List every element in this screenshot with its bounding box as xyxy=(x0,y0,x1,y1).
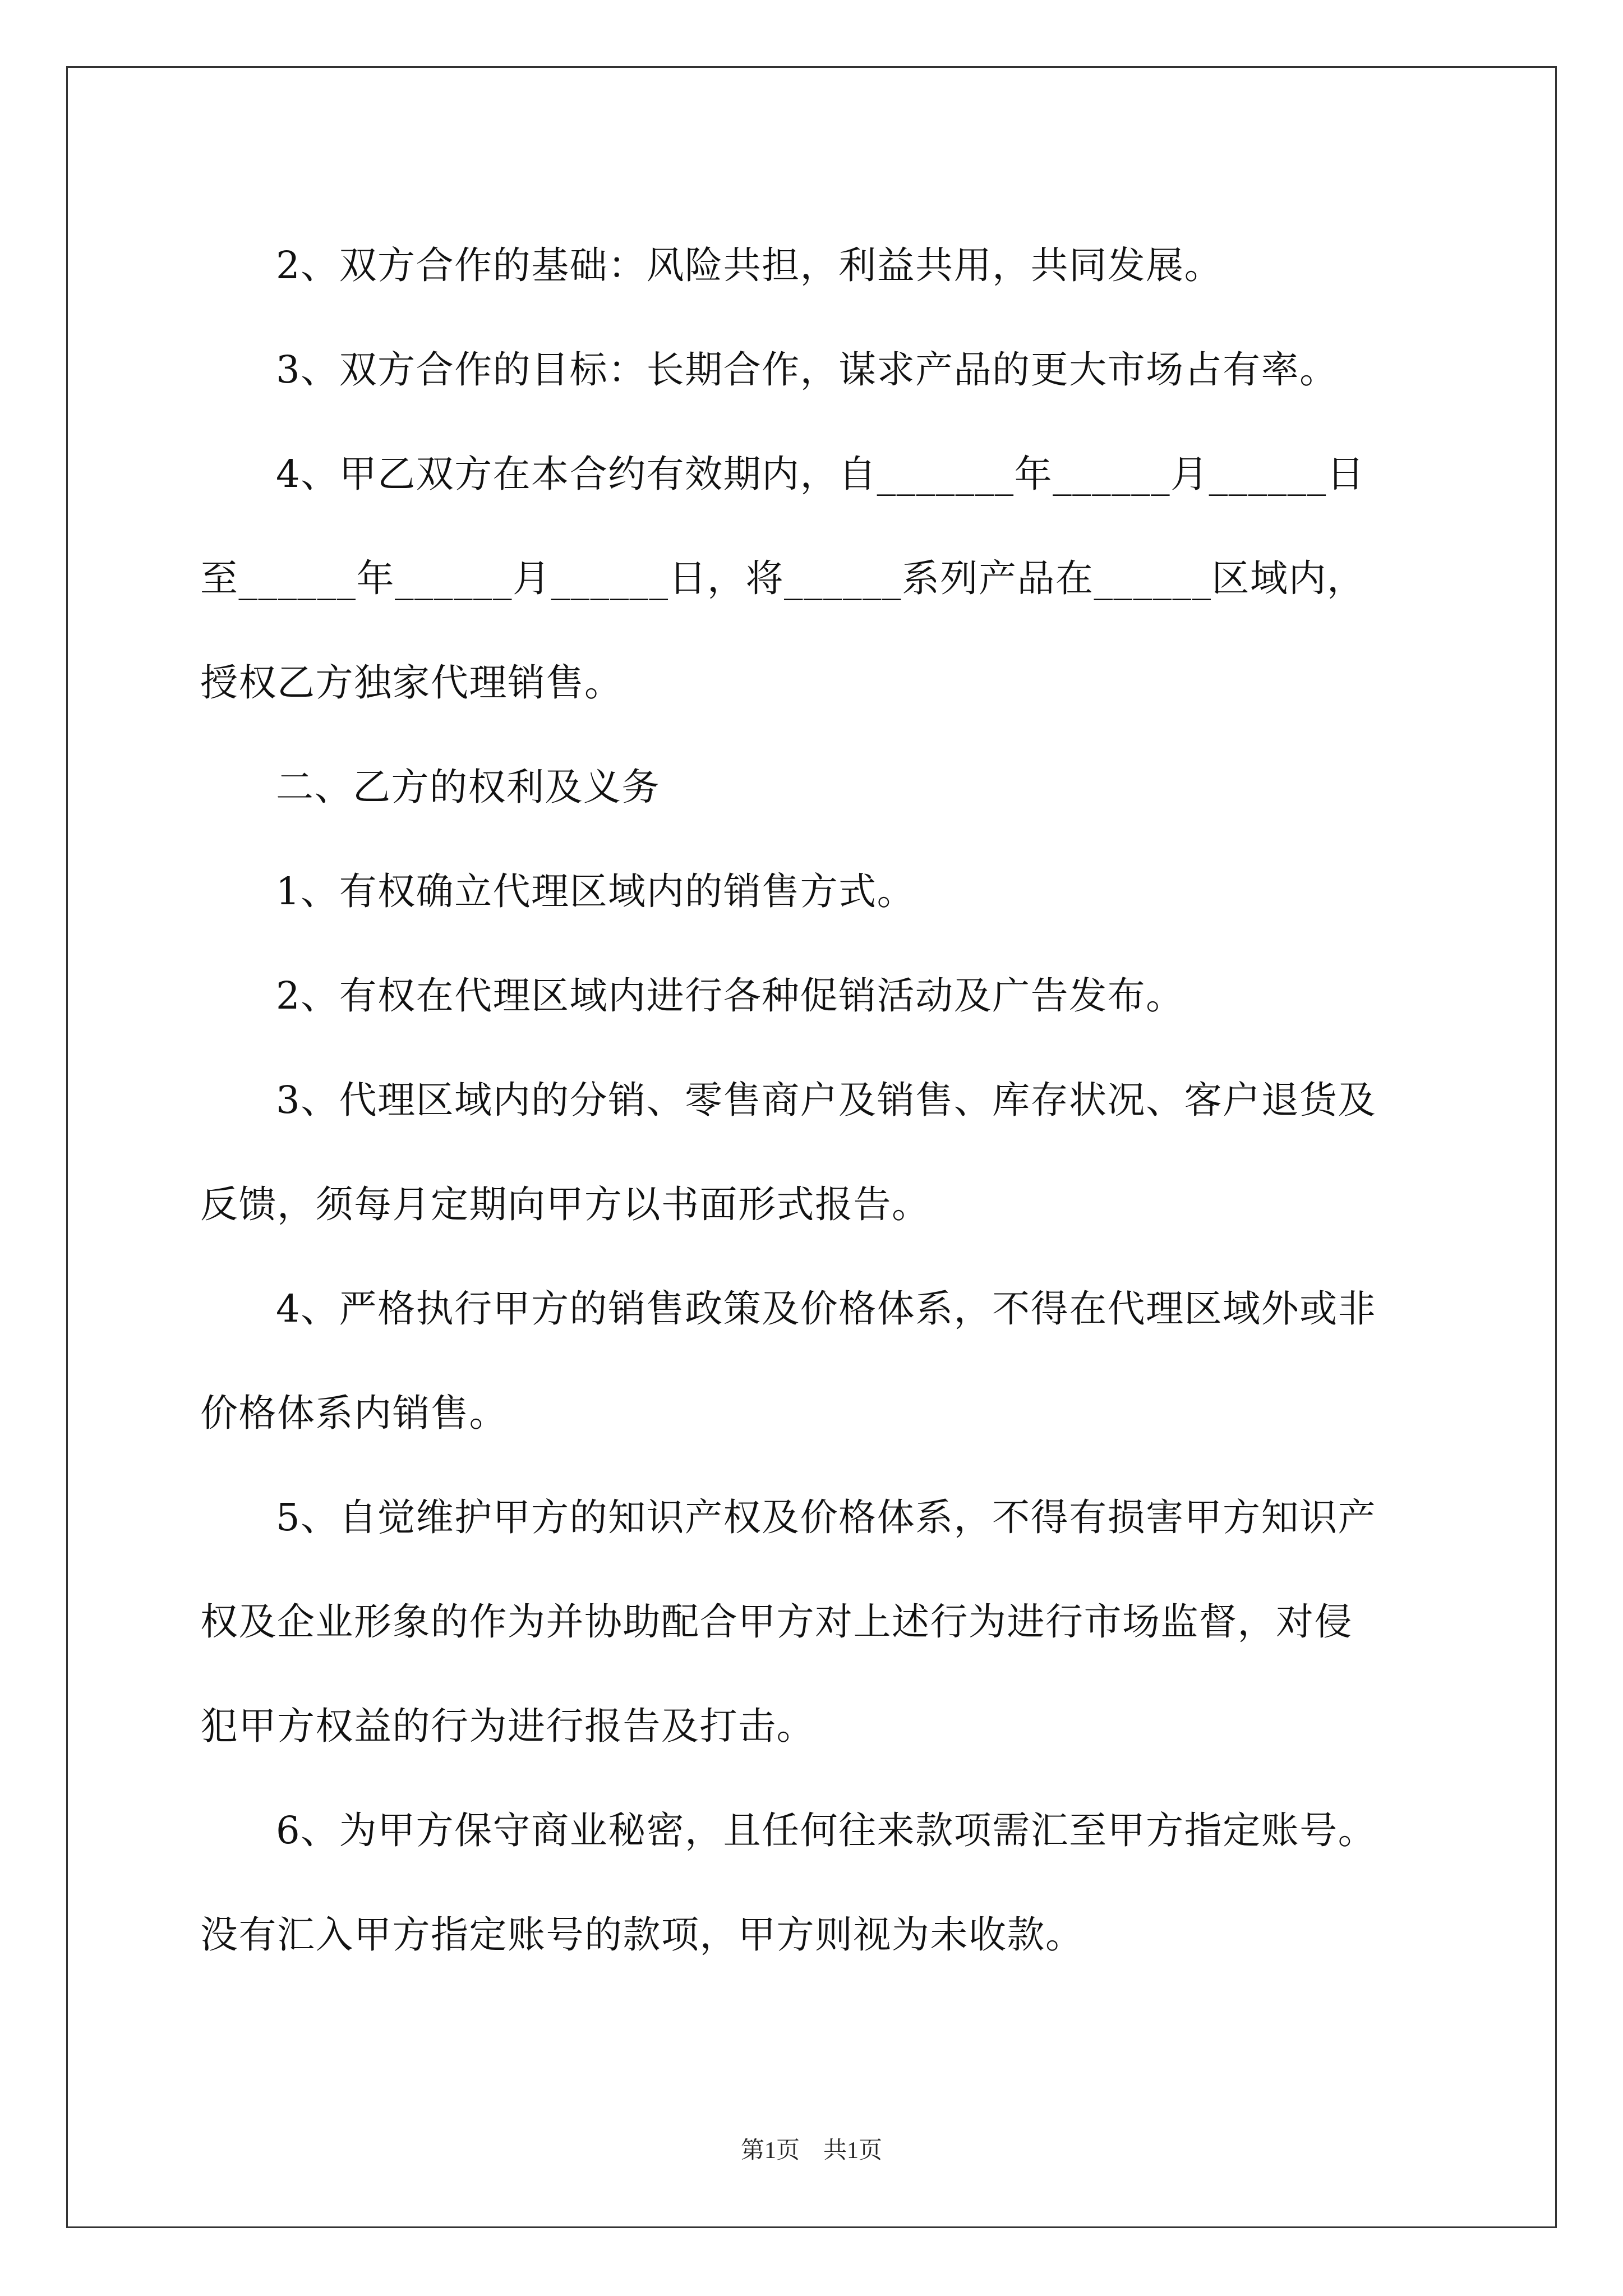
paragraph-right-2 xyxy=(200,944,1490,1048)
line: 价格体系内销售。 xyxy=(200,1391,508,1435)
paragraph-cooperation-goal xyxy=(200,318,1490,422)
paragraph-right-1 xyxy=(200,839,1490,944)
line: 1、有权确立代理区域内的销售方式。 xyxy=(276,869,916,913)
line: 2、有权在代理区域内进行各种促销活动及广告发布。 xyxy=(276,974,1184,1018)
paragraph-right-5 xyxy=(200,1465,1490,1778)
line: 3、双方合作的目标：长期合作，谋求产品的更大市场占有率。 xyxy=(276,348,1338,392)
paragraph-cooperation-basis xyxy=(200,213,1490,318)
line: 反馈，须每月定期向甲方以书面形式报告。 xyxy=(200,1182,930,1226)
line: 5、自觉维护甲方的知识产权及价格体系，不得有损害甲方知识产 xyxy=(276,1496,1377,1539)
line: 4、严格执行甲方的销售政策及价格体系，不得在代理区域外或非 xyxy=(276,1287,1377,1331)
line: 授权乙方独家代理销售。 xyxy=(200,661,623,705)
page-number-footer: 第1页 共1页 xyxy=(740,2138,882,2164)
line: 权及企业形象的作为并协助配合甲方对上述行为进行市场监督，对侵 xyxy=(200,1600,1353,1644)
paragraph-agency-term xyxy=(200,422,1490,735)
document-body xyxy=(200,213,1490,1987)
paragraph-right-6 xyxy=(200,1778,1490,1987)
section-heading xyxy=(200,735,1490,839)
line: 犯甲方权益的行为进行报告及打击。 xyxy=(200,1704,815,1748)
paragraph-right-4 xyxy=(200,1257,1490,1465)
line: 至______年______月______日，将______系列产品在______区域内， xyxy=(200,556,1366,600)
paragraph-right-3 xyxy=(200,1048,1490,1257)
line: 3、代理区域内的分销、零售商户及销售、库存状况、客户退货及 xyxy=(276,1078,1377,1122)
line: 2、双方合作的基础：风险共担，利益共用，共同发展。 xyxy=(276,243,1223,287)
line: 6、为甲方保守商业秘密，且任何往来款项需汇至甲方指定账号。 xyxy=(276,1809,1377,1852)
line: 没有汇入甲方指定账号的款项，甲方则视为未收款。 xyxy=(200,1913,1084,1957)
line: 4、甲乙双方在本合约有效期内，自_______年______月______日 xyxy=(276,452,1366,496)
line: 二、乙方的权利及义务 xyxy=(276,765,660,809)
